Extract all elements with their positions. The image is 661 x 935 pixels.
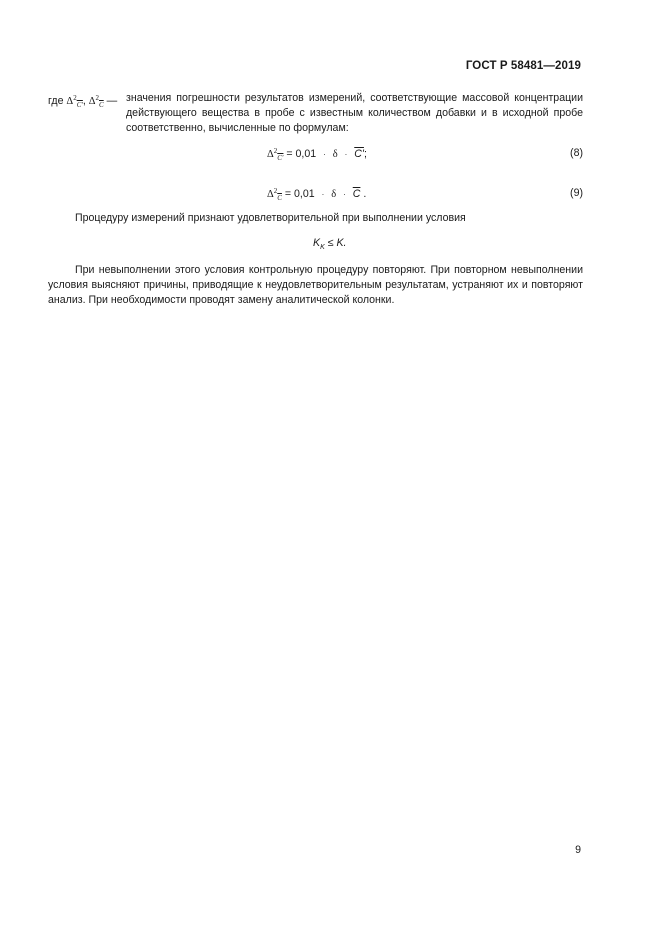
formula-9-coefficient: = 0,01: [284, 188, 315, 200]
formula-8-lhs: $\Delta^2_{C'}$: [267, 147, 284, 162]
definition-dash: —: [106, 95, 118, 107]
paragraph-failure-action: При невыполнении этого условия контрольную процедуру повторяют. При повторном невыполнении условия выясняют причины, приводящие к неудовлетворительным результатам, устраняют их и повторяют анализ. При необходимости проводят замену аналитической колонки.: [48, 264, 583, 307]
definition-symbols: где $\Delta^2_{C'}$, $\Delta^2_{\overline{C}}$ —: [48, 94, 118, 109]
page-number: 9: [575, 844, 581, 856]
acceptance-condition: $K_K \le K$.: [313, 237, 347, 251]
formula-9-number: (9): [570, 187, 583, 199]
delta-symbol-1: $\Delta^2_{C'}$: [66, 94, 83, 109]
symbol-definition: [48, 91, 583, 136]
formula-8-coefficient: = 0,01: [286, 148, 317, 160]
formula-8-delta: δ: [332, 149, 338, 160]
formula-9-variable: $\overline{C}$: [352, 188, 361, 200]
formula-9-lhs: $\Delta^2_{\overline{C}}$: [267, 187, 282, 202]
paragraph-condition-intro: Процедуру измерений признают удовлетворительной при выполнении условия: [75, 212, 466, 224]
definition-text: значения погрешности результатов измерений, соответствующие массовой концентрации действующего вещества в пробе с известным количеством добавки и в исходной пробе соответственно, вычисленные по формулам:: [126, 92, 583, 134]
formula-9-delta: δ: [331, 189, 337, 200]
where-word: где: [48, 95, 64, 107]
delta-symbol-2: $\Delta^2_{\overline{C}}$: [88, 94, 104, 109]
formula-8-number: (8): [570, 147, 583, 159]
formula-9: $\Delta^2_{\overline{C}} = 0,01 \cdot \delta \cdot \overline{C}$ .: [267, 187, 367, 202]
formula-8: $\Delta^2_{C'} = 0,01 \cdot \delta \cdot C'$;: [267, 147, 367, 162]
formula-8-variable: C': [354, 148, 364, 160]
document-code: ГОСТ Р 58481—2019: [465, 60, 581, 72]
